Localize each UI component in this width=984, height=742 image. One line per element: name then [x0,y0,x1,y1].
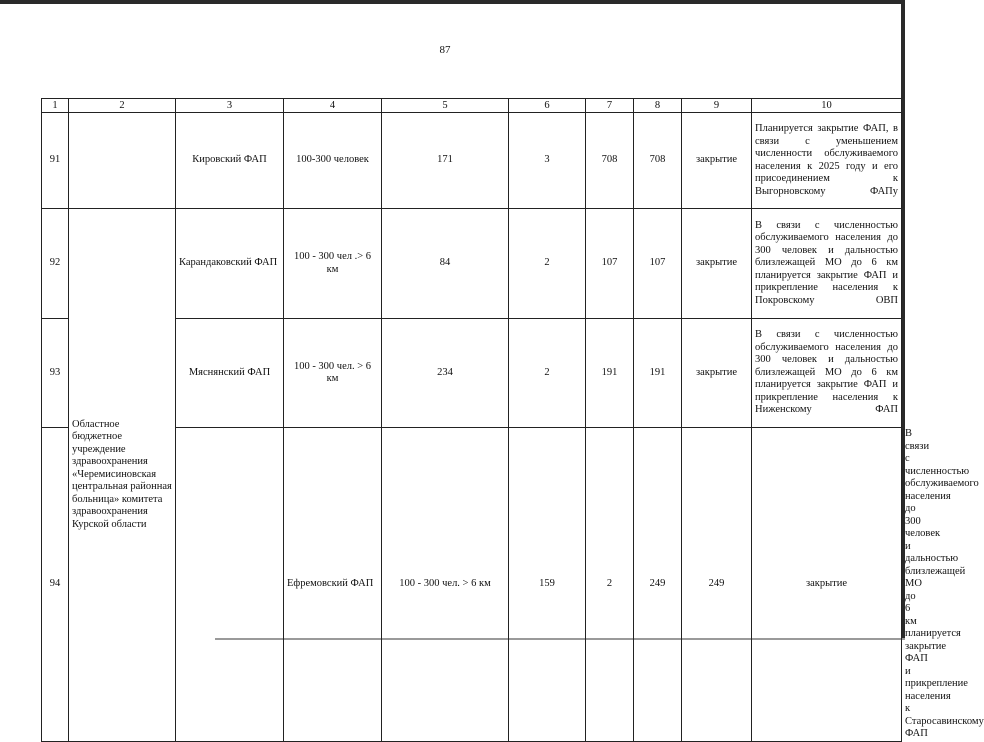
facility-name: Кировский ФАП [176,113,284,209]
header-cell: 9 [682,99,752,113]
population-range: 100 - 300 чел. > 6 км [382,428,509,742]
header-cell: 6 [509,99,586,113]
organization-cell: Областное бюджетное учреждение здравоохранения «Черемисиновская центральная районная больница» комитета здравоохранения Курской области [69,209,176,742]
value-col7: 708 [586,113,634,209]
header-cell: 10 [752,99,902,113]
header-row [42,99,902,113]
row-number: 92 [42,209,69,319]
page-number: 87 [439,44,451,56]
value-col6: 2 [509,209,586,319]
facility-name: Ефремовский ФАП [284,428,382,742]
header-cell: 2 [69,99,176,113]
population-range: 100 - 300 чел .> 6 км [284,209,382,319]
note-cell: Планируется закрытие ФАП, в связи с уменьшением численности обслуживаемого населения к 2025 году и его присоединением к Выгорновскому ФАПу [752,113,902,209]
note-cell: В связи с численностью обслуживаемого населения до 300 человек и дальностью близлежащей МО до 6 км планируется закрытие ФАП и прикрепление населения к Ниженскому ФАП [752,319,902,428]
action-cell: закрытие [682,209,752,319]
header-cell: 3 [176,99,284,113]
value-col5: 84 [382,209,509,319]
value-col8: 249 [682,428,752,742]
value-col5: 159 [509,428,586,742]
organization-cell-empty [69,113,176,209]
value-col5: 171 [382,113,509,209]
value-col8: 708 [634,113,682,209]
row-number: 91 [42,113,69,209]
table-row [42,113,902,209]
value-col7: 107 [586,209,634,319]
action-cell: закрытие [752,428,902,742]
row-number: 93 [42,319,69,428]
value-col8: 191 [634,319,682,428]
value-col8: 107 [634,209,682,319]
table-row: 94 Ефремовский ФАП 100 - 300 чел. > 6 км 159 2 249 249 закрытие В связи с численностью обслуживаемого населения до 300 человек и дальностью близлежащей МО до 6 км планируется закрытие ФАП и прикрепление населения к Старосавинскому ФАП [42,428,902,742]
facility-name: Мяснянский ФАП [176,319,284,428]
value-col5: 234 [382,319,509,428]
header-cell: 4 [284,99,382,113]
action-cell: закрытие [682,113,752,209]
header-cell: 8 [634,99,682,113]
action-cell: закрытие [682,319,752,428]
row-number: 94 [42,428,69,742]
value-col7: 191 [586,319,634,428]
header-cell: 5 [382,99,509,113]
value-col7: 249 [634,428,682,742]
header-cell: 7 [586,99,634,113]
header-cell: 1 [42,99,69,113]
facility-name: Карандаковский ФАП [176,209,284,319]
organization-cell-empty [176,428,284,742]
population-range: 100-300 человек [284,113,382,209]
value-col6: 2 [509,319,586,428]
value-col6: 2 [586,428,634,742]
table-row [42,209,902,319]
value-col6: 3 [509,113,586,209]
facilities-table [41,98,984,742]
population-range: 100 - 300 чел. > 6 км [284,319,382,428]
scan-edge-top [0,0,905,4]
note-cell: В связи с численностью обслуживаемого населения до 300 человек и дальностью близлежащей МО до 6 км планируется закрытие ФАП и прикрепление населения к Покровскому ОВП [752,209,902,319]
